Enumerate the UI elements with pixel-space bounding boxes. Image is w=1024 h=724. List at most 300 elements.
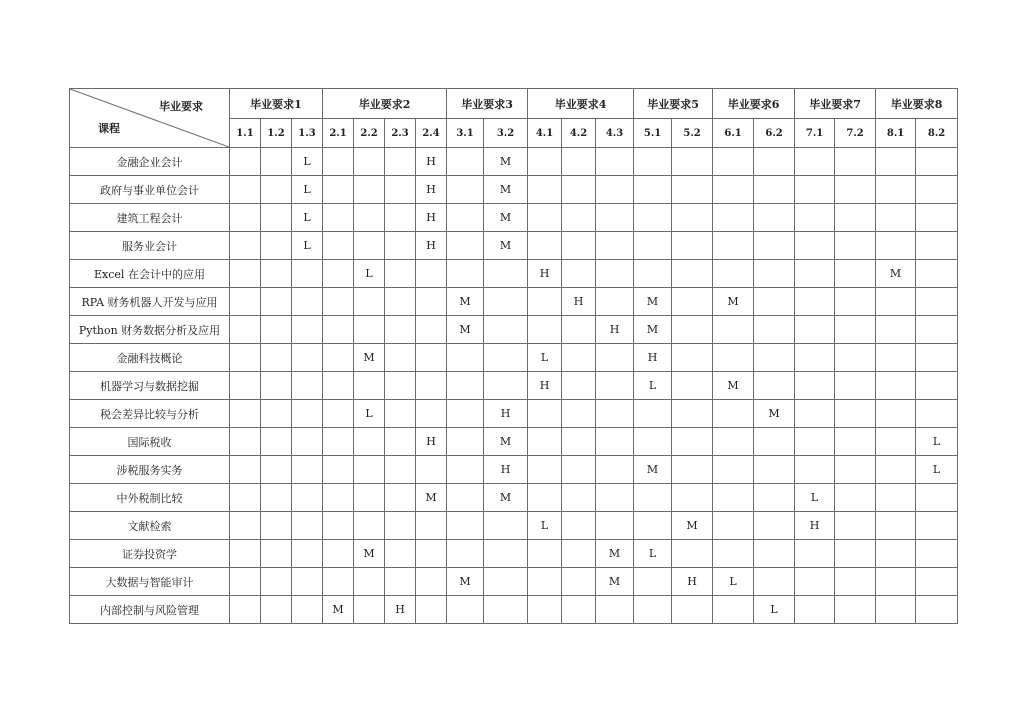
requirement-sub-header: 2.3 (385, 119, 416, 148)
support-level-cell (385, 512, 416, 540)
support-level-cell (876, 372, 916, 400)
support-level-cell (713, 540, 754, 568)
support-level-cell (876, 204, 916, 232)
support-level-cell (528, 176, 562, 204)
support-level-cell (795, 344, 835, 372)
support-level-cell (835, 148, 876, 176)
support-level-cell (835, 456, 876, 484)
support-level-cell: L (528, 344, 562, 372)
support-level-cell (354, 204, 385, 232)
support-level-cell (596, 456, 634, 484)
table-row (70, 260, 958, 288)
support-level-cell (323, 176, 354, 204)
support-level-cell (261, 456, 292, 484)
support-level-cell (713, 428, 754, 456)
support-level-cell (528, 288, 562, 316)
table-row (70, 512, 958, 540)
support-level-cell (754, 512, 795, 540)
support-level-cell (562, 596, 596, 624)
support-level-cell: L (292, 232, 323, 260)
support-level-cell (596, 512, 634, 540)
support-level-cell (447, 148, 484, 176)
support-level-cell (596, 288, 634, 316)
support-level-cell (261, 288, 292, 316)
support-level-cell (634, 148, 672, 176)
support-level-cell (562, 456, 596, 484)
support-level-cell (261, 176, 292, 204)
support-level-cell (596, 596, 634, 624)
support-level-cell (562, 148, 596, 176)
support-level-cell (876, 148, 916, 176)
support-level-cell (876, 176, 916, 204)
support-level-cell (562, 204, 596, 232)
support-level-cell (754, 232, 795, 260)
support-level-cell (385, 428, 416, 456)
support-level-cell: M (484, 484, 528, 512)
support-level-cell (713, 456, 754, 484)
support-level-cell (230, 596, 261, 624)
support-level-cell (562, 344, 596, 372)
support-level-cell (795, 596, 835, 624)
support-level-cell (713, 316, 754, 344)
support-level-cell (261, 232, 292, 260)
support-level-cell (323, 456, 354, 484)
support-level-cell (713, 232, 754, 260)
support-level-cell (354, 428, 385, 456)
support-level-cell (230, 372, 261, 400)
support-level-cell (634, 400, 672, 428)
requirement-sub-header: 2.1 (323, 119, 354, 148)
support-level-cell (876, 232, 916, 260)
support-level-cell (754, 372, 795, 400)
requirement-sub-header: 4.1 (528, 119, 562, 148)
support-level-cell (323, 372, 354, 400)
support-level-cell (835, 176, 876, 204)
support-level-cell (292, 568, 323, 596)
support-level-cell (754, 148, 795, 176)
support-level-cell (447, 428, 484, 456)
corner-requirement-label: 毕业要求 (159, 100, 203, 113)
requirement-group-header: 毕业要求2 (323, 89, 447, 119)
requirement-group-header: 毕业要求3 (447, 89, 528, 119)
support-level-cell (916, 204, 958, 232)
support-level-cell (484, 372, 528, 400)
support-level-cell (672, 456, 713, 484)
support-level-cell: H (528, 372, 562, 400)
support-level-cell (672, 232, 713, 260)
support-level-cell (672, 260, 713, 288)
support-level-cell (385, 260, 416, 288)
support-level-cell (261, 568, 292, 596)
support-level-cell (754, 456, 795, 484)
support-level-cell (562, 400, 596, 428)
requirement-group-header: 毕业要求1 (230, 89, 323, 119)
requirement-sub-header: 8.2 (916, 119, 958, 148)
support-level-cell (713, 596, 754, 624)
support-level-cell (562, 428, 596, 456)
support-level-cell (416, 260, 447, 288)
support-level-cell (916, 512, 958, 540)
requirement-sub-header: 7.1 (795, 119, 835, 148)
requirement-group-header: 毕业要求6 (713, 89, 795, 119)
support-level-cell (835, 540, 876, 568)
support-level-cell (754, 176, 795, 204)
support-level-cell: M (672, 512, 713, 540)
support-level-cell (230, 260, 261, 288)
support-level-cell (261, 484, 292, 512)
requirement-sub-header: 3.1 (447, 119, 484, 148)
support-level-cell (916, 568, 958, 596)
table-row (70, 176, 958, 204)
support-level-cell (323, 344, 354, 372)
support-level-cell (354, 596, 385, 624)
support-level-cell (484, 540, 528, 568)
support-level-cell (672, 596, 713, 624)
support-level-cell (230, 204, 261, 232)
support-level-cell (447, 232, 484, 260)
table-row (70, 344, 958, 372)
support-level-cell (323, 316, 354, 344)
support-level-cell (323, 568, 354, 596)
table-row (70, 288, 958, 316)
support-level-cell (835, 400, 876, 428)
requirement-sub-header: 3.2 (484, 119, 528, 148)
table-row (70, 148, 958, 176)
support-level-cell (713, 204, 754, 232)
support-level-cell (713, 260, 754, 288)
support-level-cell (416, 400, 447, 428)
support-level-cell: H (416, 232, 447, 260)
requirement-sub-header: 4.2 (562, 119, 596, 148)
support-level-cell (416, 316, 447, 344)
support-level-cell (385, 316, 416, 344)
support-level-cell (634, 596, 672, 624)
support-level-cell (596, 176, 634, 204)
support-level-cell (447, 372, 484, 400)
support-level-cell (634, 204, 672, 232)
support-level-cell (323, 288, 354, 316)
support-level-cell (323, 400, 354, 428)
support-level-cell (916, 176, 958, 204)
support-level-cell (596, 484, 634, 512)
support-level-cell: M (596, 540, 634, 568)
support-level-cell (261, 512, 292, 540)
support-level-cell (416, 596, 447, 624)
support-level-cell (916, 484, 958, 512)
support-level-cell: M (484, 176, 528, 204)
support-level-cell (876, 540, 916, 568)
support-level-cell (562, 540, 596, 568)
support-level-cell: M (713, 372, 754, 400)
support-level-cell (292, 512, 323, 540)
support-level-cell (835, 372, 876, 400)
support-level-cell (261, 428, 292, 456)
support-level-cell (634, 260, 672, 288)
support-level-cell: H (416, 204, 447, 232)
support-level-cell (672, 176, 713, 204)
support-level-cell (672, 484, 713, 512)
support-level-cell (713, 512, 754, 540)
support-level-cell (795, 288, 835, 316)
requirement-group-header: 毕业要求4 (528, 89, 634, 119)
table-row (70, 372, 958, 400)
support-level-cell (634, 568, 672, 596)
support-level-cell (261, 260, 292, 288)
support-level-cell (754, 204, 795, 232)
support-level-cell (713, 400, 754, 428)
support-level-cell (916, 400, 958, 428)
corner-course-label: 课程 (98, 122, 120, 135)
support-level-cell (795, 540, 835, 568)
support-level-cell (385, 400, 416, 428)
support-level-cell: M (354, 344, 385, 372)
support-level-cell (528, 568, 562, 596)
course-name-cell: 服务业会计 (70, 232, 230, 260)
requirement-group-header: 毕业要求7 (795, 89, 876, 119)
support-level-cell: M (447, 288, 484, 316)
support-level-cell: M (634, 456, 672, 484)
support-level-cell: H (416, 148, 447, 176)
table-row (70, 204, 958, 232)
support-level-cell (447, 512, 484, 540)
support-level-cell: M (754, 400, 795, 428)
course-name-cell: Python 财务数据分析及应用 (70, 316, 230, 344)
support-level-cell: L (292, 176, 323, 204)
requirement-sub-header: 6.1 (713, 119, 754, 148)
support-level-cell (385, 148, 416, 176)
course-name-cell: 建筑工程会计 (70, 204, 230, 232)
support-level-cell: H (416, 428, 447, 456)
support-level-cell (292, 316, 323, 344)
support-level-cell (230, 512, 261, 540)
support-level-cell: L (354, 400, 385, 428)
table-row (70, 540, 958, 568)
support-level-cell (484, 344, 528, 372)
table-row (70, 484, 958, 512)
support-level-cell (484, 288, 528, 316)
support-level-cell (562, 260, 596, 288)
support-level-cell (447, 484, 484, 512)
support-level-cell (672, 344, 713, 372)
support-level-cell (916, 260, 958, 288)
support-level-cell: M (447, 568, 484, 596)
support-level-cell (596, 344, 634, 372)
support-level-cell (385, 176, 416, 204)
requirement-sub-header: 2.2 (354, 119, 385, 148)
support-level-cell: M (484, 148, 528, 176)
support-level-cell (672, 400, 713, 428)
support-level-cell (634, 428, 672, 456)
support-level-cell: H (795, 512, 835, 540)
support-level-cell (292, 372, 323, 400)
support-level-cell (416, 456, 447, 484)
support-level-cell: H (484, 456, 528, 484)
support-level-cell (672, 316, 713, 344)
support-level-cell (562, 568, 596, 596)
support-level-cell (528, 540, 562, 568)
requirement-sub-header: 2.4 (416, 119, 447, 148)
course-name-cell: 文献检索 (70, 512, 230, 540)
support-level-cell (876, 400, 916, 428)
support-level-cell: M (416, 484, 447, 512)
requirement-sub-header: 1.3 (292, 119, 323, 148)
support-level-cell (795, 456, 835, 484)
support-level-cell (672, 428, 713, 456)
support-level-cell (447, 176, 484, 204)
support-level-cell (528, 204, 562, 232)
support-level-cell (562, 512, 596, 540)
support-level-cell: M (484, 204, 528, 232)
support-level-cell (484, 596, 528, 624)
support-level-cell: M (634, 316, 672, 344)
support-level-cell (754, 288, 795, 316)
support-level-cell (416, 372, 447, 400)
support-level-cell (754, 428, 795, 456)
support-level-cell: M (876, 260, 916, 288)
requirement-sub-header: 5.1 (634, 119, 672, 148)
support-level-cell (754, 484, 795, 512)
support-level-cell (385, 232, 416, 260)
support-level-cell (528, 456, 562, 484)
matrix-body (70, 148, 958, 624)
support-level-cell (795, 148, 835, 176)
support-level-cell (261, 540, 292, 568)
support-level-cell (672, 540, 713, 568)
support-level-cell (447, 540, 484, 568)
support-level-cell (261, 204, 292, 232)
course-name-cell: 国际税收 (70, 428, 230, 456)
support-level-cell (292, 400, 323, 428)
support-level-cell: L (634, 372, 672, 400)
support-level-cell (596, 260, 634, 288)
course-name-cell: 机器学习与数据挖掘 (70, 372, 230, 400)
support-level-cell (916, 596, 958, 624)
support-level-cell (562, 484, 596, 512)
support-level-cell: H (484, 400, 528, 428)
support-level-cell: M (634, 288, 672, 316)
support-level-cell (292, 344, 323, 372)
support-level-cell (754, 344, 795, 372)
support-level-cell (596, 148, 634, 176)
support-level-cell (795, 568, 835, 596)
support-level-cell: H (562, 288, 596, 316)
support-level-cell (596, 204, 634, 232)
support-level-cell (754, 568, 795, 596)
support-level-cell (634, 512, 672, 540)
support-level-cell (528, 232, 562, 260)
support-level-cell: L (713, 568, 754, 596)
support-level-cell (916, 372, 958, 400)
support-level-cell: L (795, 484, 835, 512)
support-level-cell (528, 400, 562, 428)
support-level-cell (230, 540, 261, 568)
support-level-cell (795, 372, 835, 400)
support-level-cell (713, 176, 754, 204)
requirement-group-header-row (70, 89, 958, 119)
support-level-cell (323, 512, 354, 540)
support-level-cell: L (916, 428, 958, 456)
support-level-cell (323, 260, 354, 288)
support-level-cell (385, 372, 416, 400)
support-level-cell (385, 568, 416, 596)
table-row (70, 428, 958, 456)
support-level-cell (292, 428, 323, 456)
course-name-cell: 涉税服务实务 (70, 456, 230, 484)
support-level-cell (261, 148, 292, 176)
support-level-cell (528, 484, 562, 512)
support-level-cell (416, 344, 447, 372)
support-level-cell (230, 232, 261, 260)
support-level-cell (354, 568, 385, 596)
support-level-cell (672, 204, 713, 232)
support-level-cell (795, 400, 835, 428)
support-level-cell (261, 596, 292, 624)
support-level-cell (447, 260, 484, 288)
support-level-cell (876, 456, 916, 484)
support-level-cell (447, 400, 484, 428)
support-level-cell (528, 148, 562, 176)
support-level-cell (385, 456, 416, 484)
support-level-cell (835, 260, 876, 288)
support-level-cell (876, 316, 916, 344)
support-level-cell (323, 484, 354, 512)
support-level-cell (672, 288, 713, 316)
table-row (70, 568, 958, 596)
requirement-sub-header: 5.2 (672, 119, 713, 148)
support-level-cell (385, 484, 416, 512)
support-level-cell (230, 316, 261, 344)
support-level-cell (354, 148, 385, 176)
support-level-cell (416, 288, 447, 316)
support-level-cell (795, 428, 835, 456)
support-level-cell (876, 568, 916, 596)
support-level-cell (354, 456, 385, 484)
requirement-sub-header: 1.2 (261, 119, 292, 148)
support-level-cell (230, 288, 261, 316)
support-level-cell: L (754, 596, 795, 624)
support-level-cell (416, 568, 447, 596)
support-level-cell: L (528, 512, 562, 540)
support-level-cell (292, 596, 323, 624)
support-level-cell (354, 484, 385, 512)
corner-cell (70, 89, 230, 148)
support-level-cell (385, 344, 416, 372)
support-level-cell (916, 148, 958, 176)
support-level-cell (354, 288, 385, 316)
support-level-cell (916, 288, 958, 316)
support-level-cell (230, 344, 261, 372)
table-row (70, 456, 958, 484)
support-level-cell (835, 512, 876, 540)
support-level-cell (292, 456, 323, 484)
requirement-group-header: 毕业要求8 (876, 89, 958, 119)
support-level-cell (672, 372, 713, 400)
support-level-cell (323, 232, 354, 260)
support-level-cell (754, 260, 795, 288)
support-level-cell (795, 204, 835, 232)
support-level-cell (634, 176, 672, 204)
support-level-cell (672, 148, 713, 176)
support-level-cell (230, 176, 261, 204)
support-level-cell (416, 512, 447, 540)
support-level-cell (876, 288, 916, 316)
course-name-cell: 中外税制比较 (70, 484, 230, 512)
support-level-cell (230, 428, 261, 456)
support-level-cell (230, 456, 261, 484)
support-level-cell (754, 316, 795, 344)
support-level-cell: M (484, 428, 528, 456)
support-level-cell: L (916, 456, 958, 484)
